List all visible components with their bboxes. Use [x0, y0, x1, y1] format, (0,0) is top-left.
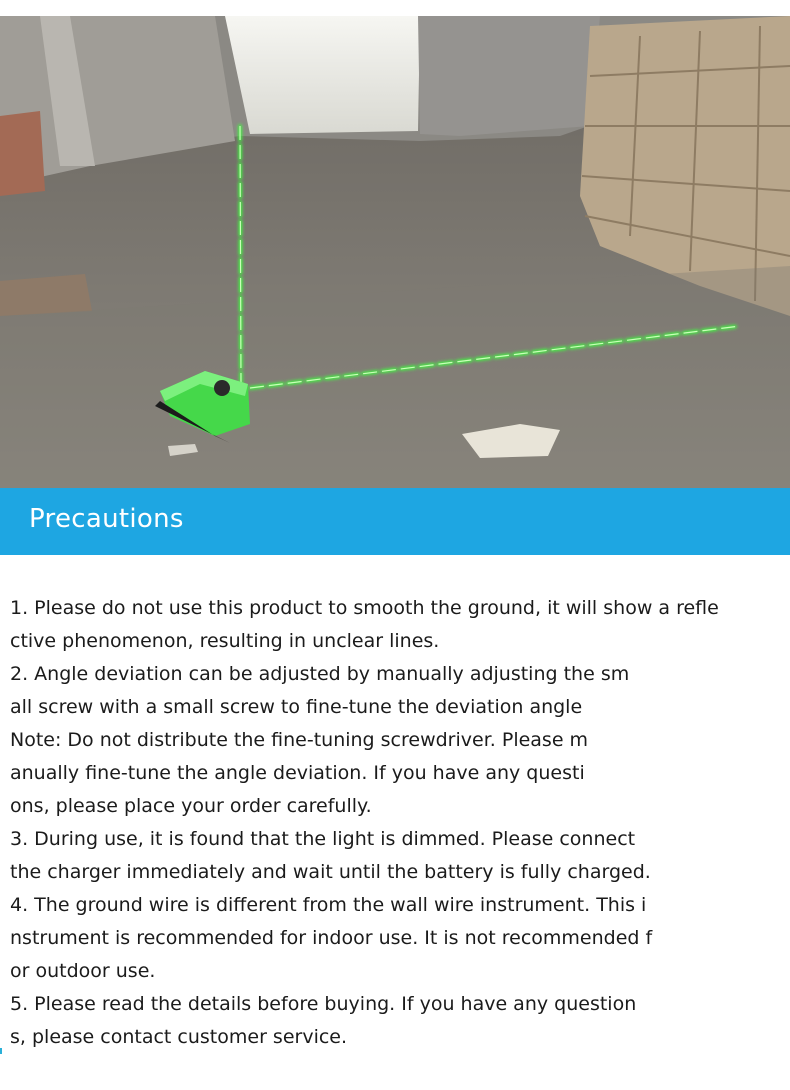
text-line: s, please contact customer service. — [10, 1026, 348, 1048]
section-title: Precautions — [29, 504, 184, 534]
section-header-banner — [0, 488, 790, 555]
edge-marker — [0, 1048, 2, 1054]
text-line: all screw with a small screw to fine-tune the deviation angle — [10, 696, 583, 718]
product-photo — [0, 16, 790, 488]
text-line: or outdoor use. — [10, 960, 156, 982]
text-line: the charger immediately and wait until the battery is fully charged. — [10, 861, 651, 883]
text-line: nstrument is recommended for indoor use. It is not recommended f — [10, 927, 653, 949]
text-line: 5. Please read the details before buying. If you have any question — [10, 993, 637, 1015]
precautions-text — [10, 592, 785, 1054]
text-line: ons, please place your order carefully. — [10, 795, 372, 817]
text-line: anually fine-tune the angle deviation. If you have any questi — [10, 762, 585, 784]
text-line: 1. Please do not use this product to smooth the ground, it will show a refle — [10, 597, 719, 619]
text-line: 3. During use, it is found that the light is dimmed. Please connect — [10, 828, 636, 850]
text-line: Note: Do not distribute the fine-tuning screwdriver. Please m — [10, 729, 589, 751]
text-line: 4. The ground wire is different from the wall wire instrument. This i — [10, 894, 647, 916]
text-line: ctive phenomenon, resulting in unclear lines. — [10, 630, 440, 652]
text-line: 2. Angle deviation can be adjusted by manually adjusting the sm — [10, 663, 630, 685]
